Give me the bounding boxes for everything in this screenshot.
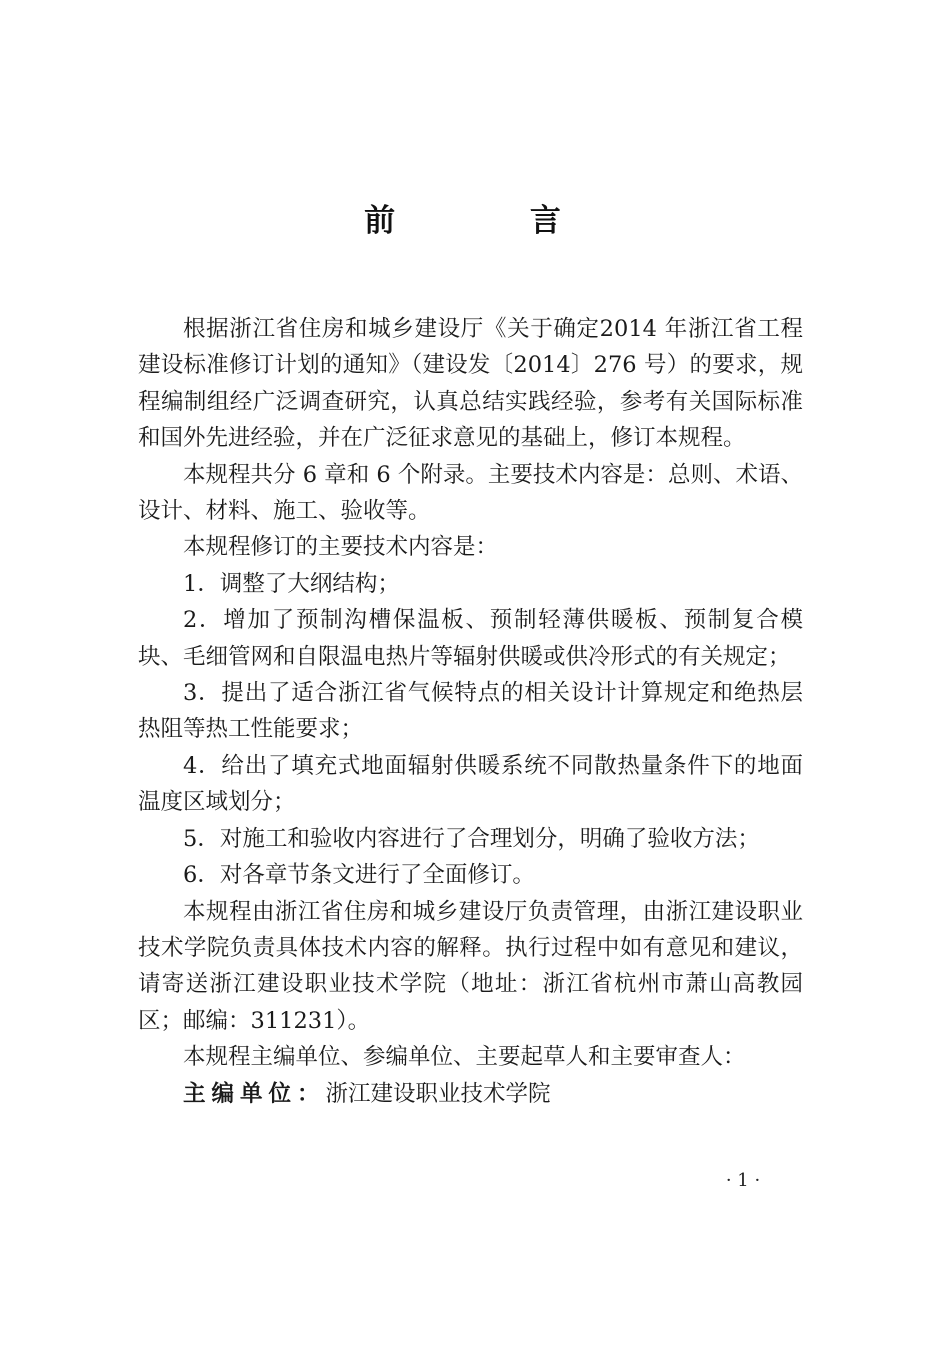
revision-item-5: 5．对施工和验收内容进行了合理划分，明确了验收方法； — [183, 825, 760, 852]
chief-editor-label: 主编单位： — [183, 1080, 326, 1107]
preface-body — [138, 311, 803, 1112]
revision-item-3: 3．提出了适合浙江省气候特点的相关设计计算规定和绝热层热阻等热工性能要求； — [138, 680, 803, 743]
revision-item-2: 2．增加了预制沟槽保温板、预制轻薄供暖板、预制复合模块、毛细管网和自限温电热片等辐射供暖或供冷形式的有关规定； — [138, 607, 803, 670]
paragraph-basis: 根据浙江省住房和城乡建设厅《关于确定2014 年浙江省工程建设标准修订计划的通知》（建设发〔2014〕276 号）的要求，规程编制组经广泛调查研究，认真总结实践经验，参考有关国际标准和国外先进经验，并在广泛征求意见的基础上，修订本规程。 — [138, 316, 803, 452]
page-number: · 1 · — [725, 1170, 761, 1191]
revision-item-4: 4．给出了填充式地面辐射供暖系统不同散热量条件下的地面温度区域划分； — [138, 752, 803, 816]
paragraph-revision-intro: 本规程修订的主要技术内容是： — [183, 534, 499, 561]
paragraph-management: 本规程由浙江省住房和城乡建设厅负责管理，由浙江建设职业技术学院负责具体技术内容的解释。执行过程中如有意见和建议，请寄送浙江建设职业技术学院（地址：浙江省杭州市萧山高教园区；邮编：311231）。 — [138, 898, 803, 1034]
revision-item-6: 6．对各章节条文进行了全面修订。 — [183, 862, 535, 889]
page-title: 前 言 — [364, 203, 623, 239]
chief-editor-value: 浙江建设职业技术学院 — [325, 1080, 551, 1107]
chief-editor-line — [138, 1076, 803, 1112]
revision-item-1: 1．调整了大纲结构； — [183, 570, 400, 597]
paragraph-structure: 本规程共分 6 章和 6 个附录。主要技术内容是：总则、术语、设计、材料、施工、验收等。 — [138, 461, 803, 525]
paragraph-units-intro: 本规程主编单位、参编单位、主要起草人和主要审查人： — [183, 1044, 746, 1071]
